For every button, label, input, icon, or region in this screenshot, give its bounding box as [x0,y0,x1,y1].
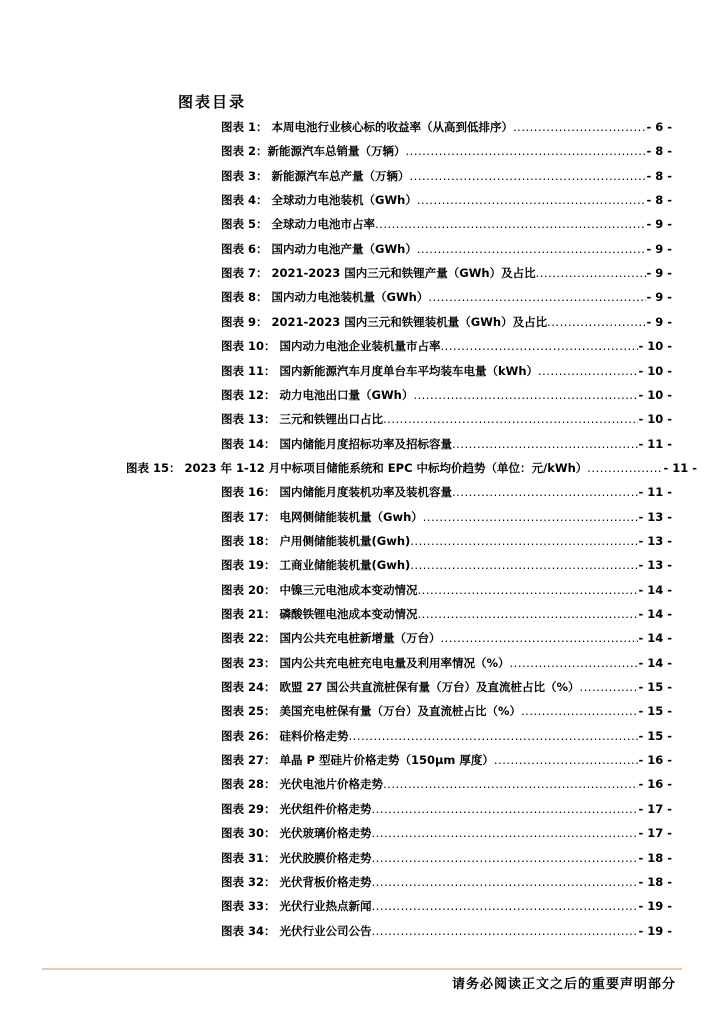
toc-entry-leader [423,510,639,524]
toc-entry-page: - 11 - [638,485,672,500]
toc-entry-leader [494,753,639,767]
toc-entry-page: - 15 - [638,728,672,743]
toc-entry-label: 图表 8： 国内动力电池装机量（GWh） [221,290,429,305]
toc-entry[interactable] [221,533,672,553]
toc-entry-label: 图表 28： 光伏电池片价格走势 [221,777,384,792]
footer-disclaimer: 请务必阅读正文之后的重要声明部分 [451,977,676,992]
toc-entry[interactable] [221,509,672,529]
toc-entry-label: 图表 27： 单晶 P 型硅片价格走势（150μm 厚度） [221,753,494,768]
toc-entry-page: - 15 - [638,680,672,695]
toc-entry-leader [452,485,638,499]
toc-entry-page: - 8 - [646,193,672,208]
toc-entry[interactable] [221,825,672,845]
toc-entry[interactable] [221,314,672,334]
toc-entry-label: 图表 7： 2021-2023 国内三元和铁锂产量（GWh）及占比 [221,266,536,281]
toc-entry-leader [375,217,646,231]
toc-entry[interactable] [221,484,672,504]
toc-entry-page: - 19 - [638,899,672,914]
toc-entry-label: 图表 30： 光伏玻璃价格走势 [221,826,372,841]
toc-entry-leader [418,583,639,597]
toc-entry-label: 图表 31： 光伏胶膜价格走势 [221,850,372,865]
toc-entry-label: 图表 24： 欧盟 27 国公共直流桩保有量（万台）及直流桩占比（%） [221,680,580,695]
toc-entry-leader [587,461,663,475]
toc-entry-label: 图表 16： 国内储能月度装机功率及装机容量 [221,485,453,500]
toc-entry[interactable] [221,655,672,675]
toc-entry-leader [406,144,647,158]
toc-entry-leader [383,412,638,426]
toc-entry-label: 图表 11： 国内新能源汽车月度单台车平均装车电量（kWh） [221,363,539,378]
toc-entry[interactable] [221,728,672,748]
toc-entry-label: 图表 17： 电网侧储能装机量（Gwh） [221,509,423,524]
toc-entry[interactable] [221,387,672,407]
toc-entry-leader [441,339,639,353]
toc-entry-page: - 9 - [646,266,672,281]
toc-entry-leader [372,802,639,816]
toc-entry-page: - 6 - [646,120,672,134]
toc-entry[interactable] [221,557,672,577]
toc-entry-leader [417,193,647,207]
toc-entry-page: - 11 - [663,460,697,475]
toc-entry-page: - 13 - [638,509,672,524]
toc-entry[interactable] [221,923,672,943]
toc-entry[interactable] [221,143,672,163]
toc-entry-leader [372,826,639,840]
toc-entry[interactable] [221,679,672,699]
toc-entry-page: - 19 - [638,923,672,938]
toc-entry-page: - 10 - [638,339,672,354]
toc-entry-leader [372,899,639,913]
toc-entry-leader [372,875,639,889]
toc-entry-leader [417,242,647,256]
toc-entry-leader [349,729,639,743]
toc-entry-page: - 14 - [638,631,672,646]
toc-entry[interactable] [221,119,672,139]
toc-entry-label: 图表 12： 动力电池出口量（GWh） [221,387,414,402]
toc-entry-page: - 13 - [638,558,672,573]
toc-entry[interactable] [221,606,672,626]
toc-entry[interactable] [221,874,672,894]
toc-entry[interactable] [221,216,672,236]
toc-entry-leader [538,364,638,378]
toc-entry-label: 图表 25： 美国充电桩保有量（万台）及直流桩占比（%） [221,704,522,719]
toc-entry[interactable] [221,192,672,212]
toc-entry-leader [383,777,638,791]
toc-entry[interactable] [221,289,672,309]
toc-entry-label: 图表 1： 本周电池行业核心标的收益率（从高到低排序） [221,120,514,134]
toc-entry-label: 图表 29： 光伏组件价格走势 [221,801,372,816]
toc-entry-page: - 8 - [646,144,672,159]
toc-entry-label: 图表 15： 2023 年 1-12 月中标项目储能系统和 EPC 中标均价趋势（单位：元/kWh） [126,460,588,475]
toc-entry[interactable] [221,850,672,870]
toc-title: 图表目录 [178,93,247,111]
toc-entry-page: - 16 - [638,777,672,792]
toc-entry-label: 图表 10： 国内动力电池企业装机量市占率 [221,339,441,354]
toc-entry-leader [441,631,639,645]
toc-entry-label: 图表 13： 三元和铁锂出口占比 [221,412,384,427]
toc-entry-label: 图表 32： 光伏背板价格走势 [221,874,372,889]
toc-entry-page: - 9 - [646,217,672,232]
footer-divider [42,968,682,970]
toc-entry[interactable] [221,630,672,650]
toc-entry-label: 图表 23： 国内公共充电桩充电电量及利用率情况（%） [221,655,510,670]
toc-entry[interactable] [221,411,672,431]
toc-entry-page: - 18 - [638,850,672,865]
toc-entry-leader [547,315,646,329]
toc-entry-leader [410,534,638,548]
toc-entry-leader [510,656,639,670]
toc-entry[interactable] [221,703,672,723]
toc-entry-page: - 15 - [638,704,672,719]
toc-entry-page: - 17 - [638,801,672,816]
toc-entry-page: - 13 - [638,533,672,548]
toc-entry-label: 图表 22： 国内公共充电桩新增量（万台） [221,631,441,646]
toc-entry[interactable] [221,776,672,796]
toc-entry-page: - 16 - [638,753,672,768]
toc-entry-label: 图表 33： 光伏行业热点新闻 [221,899,372,914]
toc-entry[interactable] [221,265,672,285]
toc-entry-label: 图表 4： 全球动力电池装机（GWh） [221,193,417,208]
toc-entry-page: - 14 - [638,582,672,597]
toc-entry-label: 图表 2：新能源汽车总销量（万辆） [221,144,406,159]
toc-entry-page: - 10 - [638,363,672,378]
toc-entry-leader [428,290,646,304]
toc-entry[interactable] [221,801,672,821]
toc-entry-page: - 9 - [646,241,672,256]
toc-entry-label: 图表 5： 全球动力电池市占率 [221,217,376,232]
toc-entry-leader [513,120,646,134]
toc-entry-page: - 8 - [646,168,672,183]
toc-entry[interactable] [221,436,672,456]
toc-entry-label: 图表 3： 新能源汽车总产量（万辆） [221,168,410,183]
toc-entry-label: 图表 26： 硅料价格走势 [221,728,349,743]
toc-entry-leader [580,680,639,694]
toc-entry-page: - 10 - [638,412,672,427]
toc-entry-leader [452,437,638,451]
toc-entry[interactable] [221,363,672,383]
toc-entry-label: 图表 21： 磷酸铁锂电池成本变动情况 [221,607,418,621]
toc-entry[interactable] [221,338,672,358]
toc-entry-page: - 9 - [646,314,672,329]
toc-entry[interactable] [126,460,697,480]
toc-entry[interactable] [221,898,672,918]
toc-entry-leader [372,924,639,938]
toc-entry-leader [372,851,639,865]
toc-entry-page: - 17 - [638,826,672,841]
toc-entry-label: 图表 19： 工商业储能装机量(Gwh) [221,558,411,573]
toc-entry-label: 图表 14： 国内储能月度招标功率及招标容量 [221,436,453,451]
toc-entry-page: - 14 - [638,607,672,621]
toc-entry-page: - 14 - [638,655,672,670]
toc-entry-page: - 18 - [638,874,672,889]
toc-entry[interactable] [221,582,672,602]
toc-entry-leader [536,266,647,280]
toc-entry[interactable] [221,752,672,772]
toc-entry-label: 图表 20： 中镍三元电池成本变动情况 [221,582,418,597]
toc-entry-label: 图表 18： 户用侧储能装机量(Gwh) [221,533,411,548]
toc-entry-leader [410,558,638,572]
toc-entry-leader [413,388,638,402]
toc-entry[interactable] [221,241,672,261]
toc-entry-leader [410,169,647,183]
toc-entry-label: 图表 6： 国内动力电池产量（GWh） [221,241,417,256]
toc-entry-leader [418,607,639,621]
toc-entry-leader [521,704,638,718]
toc-entry-page: - 11 - [638,436,672,451]
toc-entry-page: - 9 - [646,290,672,305]
toc-entry-label: 图表 9： 2021-2023 国内三元和铁锂装机量（GWh）及占比 [221,314,548,329]
toc-entry[interactable] [221,168,672,188]
toc-entry-label: 图表 34： 光伏行业公司公告 [221,923,372,938]
toc-entry-page: - 10 - [638,387,672,402]
